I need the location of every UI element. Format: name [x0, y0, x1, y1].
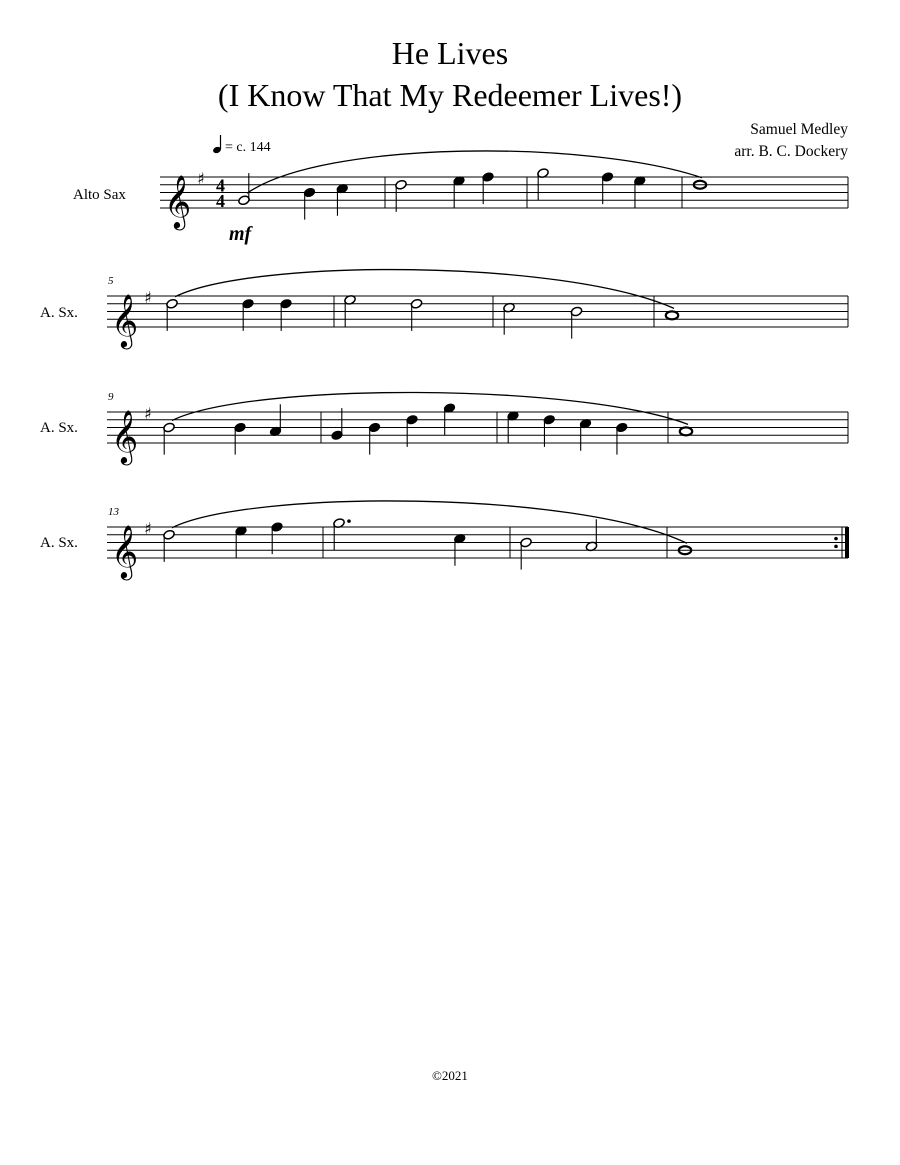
- note-Fs5-q: [271, 521, 284, 554]
- note-D5-q: [543, 414, 556, 447]
- note-E5-q: [235, 525, 248, 558]
- note-D5-h: [163, 529, 176, 562]
- measure-number: 9: [108, 391, 114, 403]
- note-B4-h: [163, 422, 176, 455]
- note-Fs5-q: [601, 171, 614, 204]
- note-D5-q: [280, 298, 293, 331]
- note-E5-h: [344, 294, 357, 327]
- slur: [247, 151, 702, 193]
- note-A4-w: [666, 311, 678, 319]
- copyright: ©2021: [432, 1068, 468, 1083]
- note-G5-hdot: [333, 518, 351, 551]
- note-B4-q: [234, 422, 247, 455]
- title-line-2: (I Know That My Redeemer Lives!): [217, 77, 683, 113]
- note-D5-h: [395, 179, 408, 212]
- measure-number: 13: [108, 506, 119, 518]
- notehead: [680, 427, 692, 435]
- note-G4-q: [331, 408, 344, 441]
- instrument-label-short-2: A. Sx.: [40, 420, 78, 436]
- note-B4-h: [570, 306, 583, 339]
- notehead: [666, 311, 678, 319]
- final-barline: [845, 527, 849, 558]
- treble-clef-icon: 𝄞: [111, 409, 139, 463]
- repeat-dot: [834, 545, 838, 549]
- staff-system-3: [107, 391, 848, 465]
- sharp-icon: ♯: [144, 288, 152, 307]
- composer: Samuel Medley: [750, 121, 848, 138]
- note-G5-q: [443, 403, 456, 436]
- note-D5-h: [166, 298, 179, 331]
- note-Fs5-q: [482, 171, 495, 204]
- slur: [172, 501, 687, 543]
- note-A4-w: [680, 427, 692, 435]
- note-C5-q: [453, 533, 466, 566]
- note-B4-q: [615, 422, 628, 455]
- note-C5-h: [503, 302, 516, 335]
- staff-system-4: [107, 501, 849, 580]
- sharp-icon: ♯: [144, 519, 152, 538]
- note-D5-h: [410, 298, 423, 331]
- treble-clef-icon: 𝄞: [111, 293, 139, 347]
- note-G5-h: [537, 168, 550, 201]
- staff-system-1: [160, 151, 848, 245]
- time-signature-top: 4: [216, 175, 225, 196]
- arranger: arr. B. C. Dockery: [734, 143, 848, 160]
- repeat-dot: [834, 537, 838, 541]
- note-E5-q: [507, 410, 520, 443]
- note-B4-q: [368, 422, 381, 455]
- note-E5-q: [633, 175, 646, 208]
- tempo-text: = c. 144: [225, 140, 271, 155]
- dynamic-mf: mf: [229, 223, 252, 245]
- note-D5-q: [406, 414, 419, 447]
- treble-clef-icon: 𝄞: [164, 174, 192, 228]
- note-D5-q: [242, 298, 255, 331]
- note-A4-q: [269, 404, 282, 437]
- instrument-label-short-3: A. Sx.: [40, 535, 78, 551]
- sharp-icon: ♯: [144, 404, 152, 423]
- time-signature-bottom: 4: [216, 191, 225, 211]
- staff-system-2: [107, 270, 848, 349]
- note-E5-q: [453, 175, 466, 208]
- note-C5-q: [579, 418, 592, 451]
- augmentation-dot: [347, 519, 351, 523]
- sharp-icon: ♯: [197, 169, 205, 188]
- note-B4-h: [520, 537, 533, 570]
- measure-number: 5: [108, 275, 114, 287]
- instrument-label-full: Alto Sax: [73, 187, 126, 203]
- instrument-label-short-1: A. Sx.: [40, 305, 78, 321]
- note-G4-h: [238, 173, 251, 206]
- note-B4-q: [303, 187, 316, 220]
- title-line-1: He Lives: [391, 35, 509, 71]
- treble-clef-icon: 𝄞: [111, 524, 139, 578]
- note-C5-q: [336, 183, 349, 216]
- note-A4-h: [585, 519, 598, 552]
